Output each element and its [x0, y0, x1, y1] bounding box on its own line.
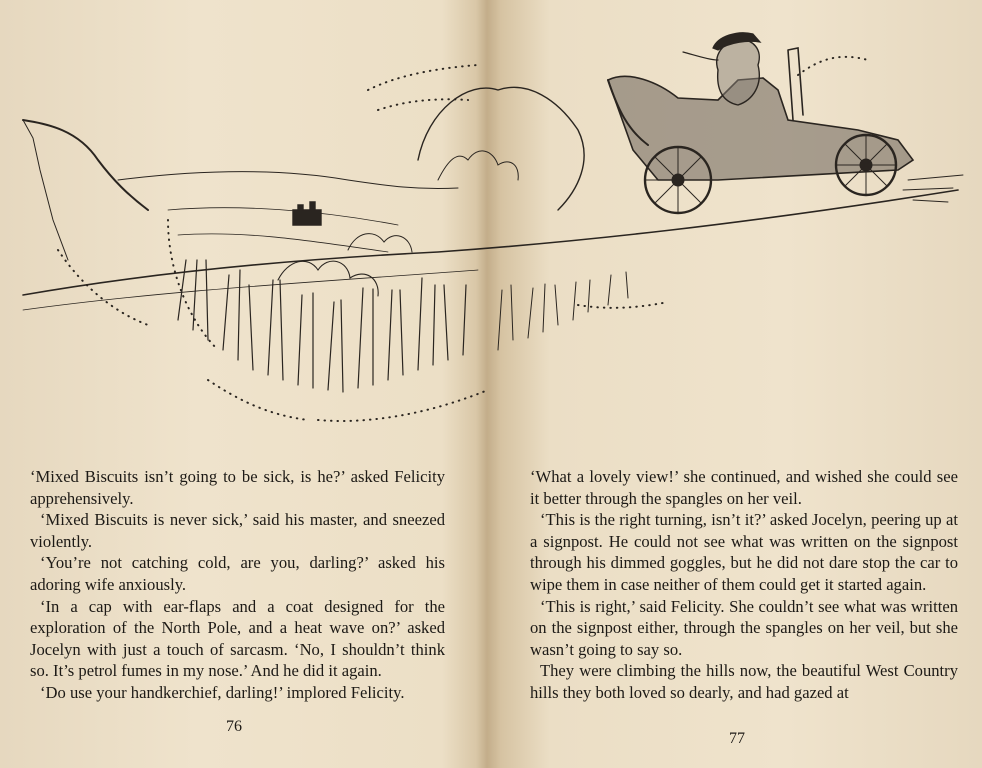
country-road-illustration: [18, 20, 968, 440]
page-number-right: 77: [729, 730, 745, 747]
paragraph: ‘Mixed Biscuits isn’t going to be sick, is he?’ asked Felicity apprehensively.: [30, 467, 445, 508]
right-page-text: [530, 466, 958, 704]
paragraph: ‘This is right,’ said Felicity. She couldn’t see what was written on the signpost either, through the spangles on her veil, but she wasn’t going to say so.: [530, 596, 958, 659]
paragraph: ‘In a cap with ear-flaps and a coat designed for the exploration of the North Pole, and a heat wave on?’ asked Jocelyn with just a touch of sarcasm. ‘No, I shouldn’t think so. It’s petrol fumes in my nose.’ And he did it again.: [30, 596, 445, 681]
left-page-text: [30, 466, 445, 704]
paragraph: They were climbing the hills now, the beautiful West Country hills they both loved so dearly, and had gazed at: [530, 661, 958, 702]
paragraph: ‘Do use your handkerchief, darling!’ implored Felicity.: [40, 682, 405, 702]
page-number-left: 76: [226, 718, 242, 735]
paragraph: ‘What a lovely view!’ she continued, and wished she could see it better through the spangles on her veil.: [530, 467, 958, 508]
paragraph: ‘Mixed Biscuits is never sick,’ said his master, and sneezed violently.: [30, 510, 445, 551]
paragraph: ‘This is the right turning, isn’t it?’ asked Jocelyn, peering up at a signpost. He could not see what was written on the signpost through his dimmed goggles, but he did not dare stop the car to wipe them in case neither of them could get it started again.: [530, 510, 958, 594]
paragraph: ‘You’re not catching cold, are you, darling?’ asked his adoring wife anxiously.: [30, 553, 445, 594]
